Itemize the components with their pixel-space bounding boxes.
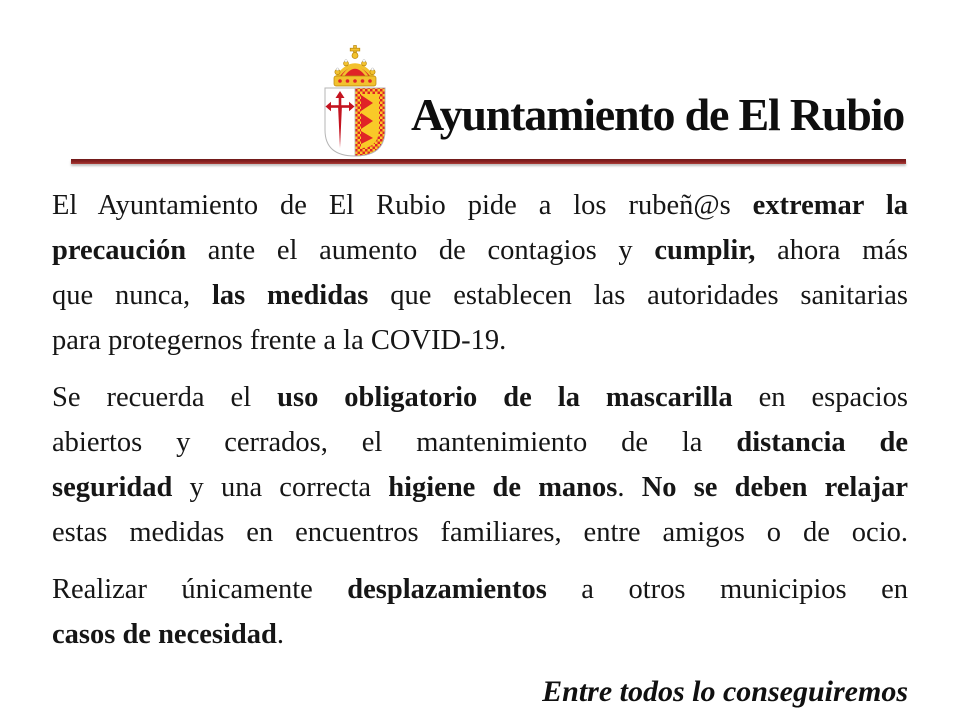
body-line	[52, 375, 908, 420]
text-segment: No se deben relajar	[641, 472, 908, 503]
body-line	[52, 612, 908, 657]
text-segment: extremar la	[752, 190, 908, 221]
text-segment: cumplir,	[654, 235, 756, 266]
text-segment: distancia de	[736, 427, 909, 458]
body-line	[52, 228, 908, 273]
paragraph	[52, 183, 908, 363]
text-segment: que nunca,	[52, 280, 212, 311]
text-segment: higiene de manos	[388, 472, 618, 503]
closing-motto: Entre todos lo conseguiremos	[542, 675, 908, 708]
text-segment: .	[617, 472, 642, 503]
text-segment: ahora más	[755, 235, 908, 266]
paragraph	[52, 567, 908, 657]
text-segment: y una correcta	[172, 472, 389, 503]
text-segment: las medidas	[211, 280, 369, 311]
text-segment: Se recuerda el	[52, 382, 278, 413]
body-text	[52, 183, 908, 714]
body-line	[52, 510, 908, 555]
text-segment: estas medidas en encuentros familiares, entre amigos o de ocio.	[52, 517, 908, 548]
text-segment: .	[276, 619, 284, 650]
coat-of-arms-graphic	[315, 44, 395, 159]
body-line	[52, 273, 908, 318]
el-rubio-coat-of-arms	[315, 44, 395, 159]
text-segment: ante el aumento de contagios y	[186, 235, 655, 266]
text-segment: abiertos y cerrados, el mantenimiento de la	[52, 427, 737, 458]
text-segment: precaución	[52, 235, 187, 266]
text-segment: que establecen las autoridades sanitarias	[368, 280, 908, 311]
body-line	[52, 567, 908, 612]
text-segment: Realizar únicamente	[52, 574, 348, 605]
text-segment: para protegernos frente a la COVID-19.	[52, 325, 507, 356]
shield	[325, 88, 385, 156]
body-line	[52, 465, 908, 510]
text-segment: casos de necesidad	[52, 619, 277, 650]
text-segment: desplazamientos	[347, 574, 547, 605]
body-line	[52, 183, 908, 228]
page-title: Ayuntamiento de El Rubio	[411, 89, 905, 140]
text-segment: seguridad	[52, 472, 173, 503]
text-segment: en espacios	[732, 382, 909, 413]
body-line	[52, 318, 908, 363]
body-line	[52, 420, 908, 465]
text-segment: uso obligatorio de la mascarilla	[277, 382, 733, 413]
text-segment: El Ayuntamiento de El Rubio pide a los rubeñ@s	[52, 190, 753, 221]
crown-icon	[334, 46, 376, 87]
paragraph	[52, 375, 908, 555]
header-rule	[71, 159, 906, 164]
text-segment: a otros municipios en	[546, 574, 908, 605]
